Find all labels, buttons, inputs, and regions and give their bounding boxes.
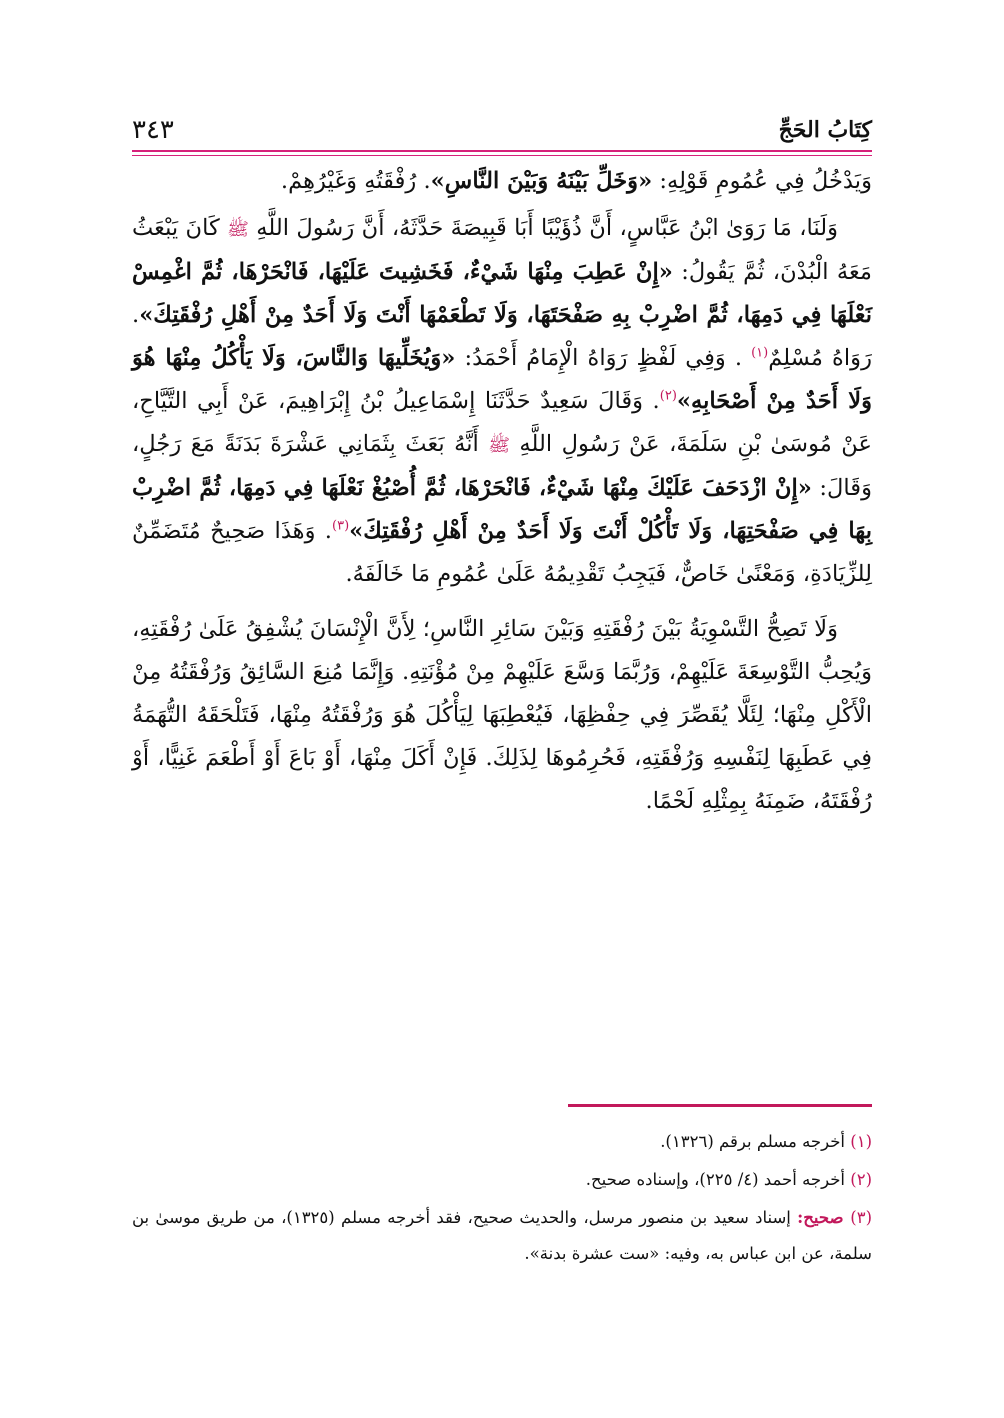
salawat-glyph: ﷺ xyxy=(227,219,249,240)
footnote-ref[interactable]: (٣) xyxy=(332,518,350,534)
footnote-text: إسناد سعيد بن منصور مرسل، والحديث صحيح، فقد أخرجه مسلم (١٣٢٥)، من طريق موسىٰ بن سلمة، عن ابن عباس به، وفيه: «ست عشرة بدنة». xyxy=(132,1208,872,1263)
quote: «وَيُخَلِّيهَا وَالنَّاسَ، وَلَا يَأْكُلُ مِنْهَا هُوَ وَلَا أَحَدٌ مِنْ أَصْحَابِهِ» xyxy=(132,345,872,414)
footnote-text: أخرجه أحمد (٤/ ٢٢٥)، وإسناده صحيح. xyxy=(585,1170,851,1189)
footnote-rule xyxy=(568,1104,872,1107)
main-text xyxy=(132,160,872,823)
text-run: . وَقَالَ سَعِيدٌ حَدَّثَنَا إِسْمَاعِيلُ بْنُ إِبْرَاهِيمَ، عَنْ أَبِي التَّيَّاحِ، عَنْ مُوسَىٰ بْنِ سَلَمَةَ، عَنْ رَسُولِ اللَّهِ xyxy=(132,388,872,457)
text-run: . رَوَاهُ مُسْلِمٌ xyxy=(132,302,872,371)
footnote-ref[interactable]: (٢) xyxy=(659,388,677,404)
text-run: . وَهَذَا صَحِيحٌ مُتَضَمِّنٌ لِلزِّيَادَةِ، وَمَعْنًىٰ خَاصٌّ، فَيَجِبُ تَقْدِيمُهُ عَلَىٰ عُمُومِ مَا خَالَفَهُ. xyxy=(132,518,872,587)
text-run: . وَفِي لَفْظٍ رَوَاهُ الْإِمَامُ أَحْمَدُ: xyxy=(455,345,752,371)
book-title: كِتَابُ الحَجِّ xyxy=(778,117,872,143)
text-run: . رُفْقَتُهِ وَغَيْرُهِمْ. xyxy=(280,168,431,194)
footnote-text: أخرجه مسلم برقم (١٣٢٦). xyxy=(660,1132,851,1151)
paragraph-1 xyxy=(132,160,872,203)
footnote-number: (٢) xyxy=(850,1170,872,1189)
running-header xyxy=(132,112,872,148)
footnote-grade: صحيح: xyxy=(797,1208,851,1227)
quote: «إِنْ عَطِبَ مِنْهَا شَيْءٌ، فَخَشِيتَ عَلَيْهَا، فَانْحَرْهَا، ثُمَّ اغْمِسْ نَعْلَهَا فِي دَمِهَا، ثُمَّ اضْرِبْ بِهِ صَفْحَتَهَا، وَلَا تَطْعَمْهَا أَنْتَ وَلَا أَحَدٌ مِنْ أَهْلِ رُفْقَتِكَ» xyxy=(132,259,872,328)
text-run: أَنَّهُ بَعَثَ بِثَمَانِي عَشْرَةَ بَدَنَةً مَعَ رَجُلٍ، وَقَالَ: xyxy=(132,431,872,501)
page xyxy=(132,112,872,823)
paragraph-2 xyxy=(132,207,872,596)
footnote-ref[interactable]: (١) xyxy=(751,345,769,361)
header-rule xyxy=(132,150,872,156)
text-run: كَانَ يَبْعَثُ مَعَهُ الْبُدْنَ، ثُمَّ يَقُولُ: xyxy=(132,215,872,285)
paragraph-3: وَلَا تَصِحُّ التَّسْوِيَةُ بَيْنَ رُفْقَتِهِ وَبَيْنَ سَائِرِ النَّاسِ؛ لِأَنَّ الْإِنْسَانَ يُشْفِقُ عَلَىٰ رُفْقَتِهِ، وَيُحِبُّ التَّوْسِعَةَ عَلَيْهِمْ، وَرُبَّمَا وَسَّعَ عَلَيْهِمْ مِنْ مُؤْنَتِهِ. وَإِنَّمَا مُنِعَ السَّائِقُ وَرُفْقَتُهُ مِنْ الْأَكْلِ مِنْهَا؛ لِئَلَّا يُقَصِّرَ فِي حِفْظِهَا، فَيُعْطِبَهَا لِيَأْكُلَ هُوَ وَرُفْقَتُهُ مِنْهَا، فَتَلْحَقَهُ التُّهَمَةُ فِي عَطَبِهَا لِنَفْسِهِ وَرُفْقَتِهِ، فَحُرِمُوهَا لِذَلِكَ. فَإِنْ أَكَلَ مِنْهَا، أَوْ بَاعَ أَوْ أَطْعَمَ غَنِيًّا، أَوْ رُفْقَتَهُ، ضَمِنَهُ بِمِثْلِهِ لَحْمًا. xyxy=(132,616,872,814)
footnote-1 xyxy=(132,1124,872,1160)
quote: «وَخَلِّ بَيْنَهُ وَبَيْنَ النَّاسِ» xyxy=(430,168,653,194)
page-number: ٣٤٣ xyxy=(132,115,174,145)
footnote-number: (٣) xyxy=(850,1208,872,1227)
quote: «إِنْ ازْدَحَفَ عَلَيْكَ مِنْهَا شَيْءٌ، فَانْحَرْهَا، ثُمَّ أُصْبُغْ نَعْلَهَا فِي دَمِهَا، ثُمَّ اضْرِبْ بِهَا فِي صَفْحَتِهَا، وَلَا تَأْكُلْ أَنْتَ وَلَا أَحَدٌ مِنْ أَهْلِ رُفْقَتِكَ» xyxy=(132,475,873,544)
text-run: وَيَدْخُلُ فِي عُمُومِ قَوْلِهِ: xyxy=(652,168,872,194)
footnote-number: (١) xyxy=(850,1132,872,1151)
salawat-glyph: ﷺ xyxy=(488,435,510,456)
footnote-2 xyxy=(132,1162,872,1198)
footnote-3 xyxy=(132,1200,872,1272)
text-run: وَلَنَا، مَا رَوَىٰ ابْنُ عَبَّاسٍ، أَنَّ ذُؤَيْبًا أَبَا قَبِيصَةَ حَدَّثَهُ، أَنَّ رَسُولَ اللَّهِ xyxy=(248,215,838,241)
footnotes xyxy=(132,1124,872,1274)
